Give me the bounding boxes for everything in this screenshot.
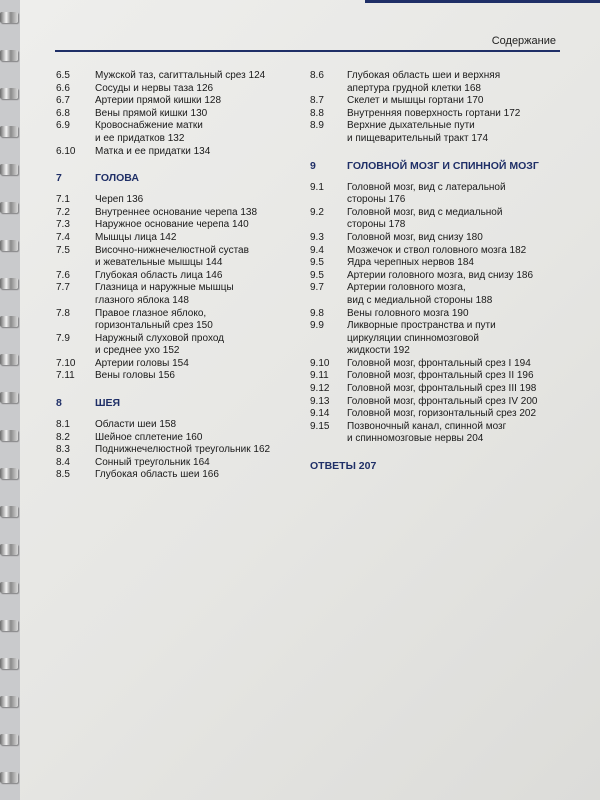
toc-entry (310, 282, 560, 307)
toc-entry (310, 245, 560, 258)
answers-heading: ОТВЕТЫ 207 (310, 460, 377, 473)
toc-entry-number: 7.9 (56, 332, 70, 344)
toc-entry-number: 8.6 (310, 70, 324, 81)
spiral-ring (0, 544, 18, 555)
toc-entry-number: 9.11 (310, 370, 329, 382)
toc-entry-text: Мужской таз, сагиттальный срез 124 (95, 70, 266, 81)
toc-entry-number: 8.5 (56, 469, 70, 481)
toc-entry (56, 120, 291, 145)
toc-entry (310, 108, 560, 121)
spiral-ring (0, 620, 18, 631)
chapter-number: 7 (56, 172, 62, 185)
toc-entry-text: Вены прямой кишки 130 (95, 107, 208, 119)
toc-entry (310, 320, 560, 358)
toc-entry-number: 7.5 (56, 244, 70, 256)
toc-entry-number: 8.7 (310, 95, 324, 107)
toc-entry (56, 70, 291, 83)
toc-section-9 (310, 182, 560, 446)
toc-entry (56, 219, 291, 232)
toc-entry-text: Артерии головы 154 (95, 357, 189, 369)
toc-entry-number: 9.7 (310, 282, 324, 294)
spiral-ring (0, 88, 18, 99)
toc-entry (310, 408, 560, 421)
chapter-heading-8 (56, 397, 291, 409)
toc-entry-text: Артерии головного мозга, вид с медиальной стороны 188 (347, 282, 493, 306)
toc-entry (56, 469, 291, 482)
toc-entry-text: Головной мозг, вид с латеральной стороны 176 (347, 181, 506, 206)
toc-entry (56, 282, 291, 307)
chapter-heading-9 (310, 160, 560, 172)
toc-entry-number: 6.6 (56, 82, 70, 94)
spiral-ring (0, 506, 18, 517)
toc-entry-text: Внутренняя поверхность гортани 172 (347, 107, 521, 119)
toc-entry-text: Скелет и мышцы гортани 170 (347, 95, 484, 107)
toc-entry-number: 8.4 (56, 456, 70, 468)
toc-entry (310, 396, 560, 409)
toc-entry-text: Артерии прямой кишки 128 (95, 95, 222, 107)
spiral-ring (0, 582, 18, 593)
toc-entry (56, 444, 291, 457)
toc-entry (310, 70, 560, 95)
toc-entry-number: 9.5 (310, 269, 324, 281)
toc-entry (310, 370, 560, 383)
toc-entry-number: 9.3 (310, 231, 324, 243)
toc-entry-number: 7.2 (56, 206, 70, 218)
toc-entry (56, 245, 291, 270)
toc-section-7 (56, 194, 291, 383)
toc-entry-number: 7.8 (56, 307, 70, 319)
toc-entry-text: Сосуды и нервы таза 126 (95, 82, 214, 94)
toc-entry (56, 308, 291, 333)
toc-entry-number: 6.8 (56, 107, 70, 119)
toc-entry-number: 8.9 (310, 120, 324, 132)
toc-entry-number: 6.10 (56, 145, 76, 157)
chapter-number: 8 (56, 397, 62, 410)
toc-entry-number: 6.5 (56, 70, 70, 81)
toc-right-column (310, 70, 560, 472)
toc-entry-text: Височно-нижнечелюстной сустав и жевательные мышцы 144 (95, 244, 249, 269)
toc-entry-number: 9.9 (310, 320, 324, 332)
top-accent-rule (365, 0, 600, 3)
toc-entry (56, 358, 291, 371)
chapter-title: ШЕЯ (95, 397, 121, 410)
toc-entry (310, 358, 560, 371)
toc-entry-number: 6.7 (56, 95, 70, 107)
toc-entry (310, 257, 560, 270)
toc-entry-number: 8.3 (56, 444, 70, 456)
spiral-ring (0, 468, 18, 479)
toc-entry (56, 146, 291, 159)
toc-entry-text: Головной мозг, фронтальный срез III 198 (347, 383, 537, 395)
toc-section-6 (56, 70, 291, 158)
toc-entry-number: 7.1 (56, 194, 70, 206)
spiral-ring (0, 696, 18, 707)
toc-left-column (56, 70, 291, 482)
toc-entry-text: Головной мозг, фронтальный срез I 194 (347, 357, 531, 369)
toc-entry (56, 419, 291, 432)
toc-entry-number: 7.3 (56, 219, 70, 231)
toc-entry-number: 7.10 (56, 357, 76, 369)
toc-entry-text: Ликворные пространства и пути циркуляции спинномозговой жидкости 192 (347, 320, 496, 357)
toc-entry (56, 83, 291, 96)
toc-entry-text: Головной мозг, вид с медиальной стороны 178 (347, 206, 503, 231)
toc-entry-text: Ядра черепных нервов 184 (347, 257, 474, 269)
toc-entry-text: Мышцы лица 142 (95, 231, 177, 243)
spiral-ring (0, 772, 18, 783)
toc-entry (56, 457, 291, 470)
toc-entry-number: 9.1 (310, 181, 324, 193)
toc-entry-text: Сонный треугольник 164 (95, 456, 210, 468)
toc-entry-number: 9.13 (310, 395, 330, 407)
toc-entry (310, 421, 560, 446)
toc-entry-number: 9.8 (310, 307, 324, 319)
toc-entry-number: 9.2 (310, 206, 324, 218)
toc-entry-text: Головной мозг, горизонтальный срез 202 (347, 408, 537, 420)
toc-entry (310, 182, 560, 207)
toc-entry (56, 108, 291, 121)
spiral-ring (0, 658, 18, 669)
toc-entry (310, 232, 560, 245)
toc-entry (310, 383, 560, 396)
toc-entry-text: Кровоснабжение матки и ее придатков 132 (95, 120, 203, 144)
toc-entry-number: 7.7 (56, 282, 70, 294)
toc-entry-text: Наружный слуховой проход и среднее ухо 152 (95, 332, 225, 357)
spiral-binding (0, 0, 20, 800)
toc-entry-text: Артерии головного мозга, вид снизу 186 (347, 269, 534, 281)
chapter-title: ГОЛОВА (95, 172, 139, 185)
toc-entry-number: 9.4 (310, 244, 324, 256)
toc-entry-text: Наружное основание черепа 140 (95, 219, 249, 231)
toc-entry-text: Глубокая область шеи 166 (95, 469, 219, 481)
toc-entry-text: Головной мозг, вид снизу 180 (347, 231, 483, 243)
toc-entry-number: 9.12 (310, 383, 330, 395)
toc-entry (56, 432, 291, 445)
spiral-ring (0, 392, 18, 403)
spiral-ring (0, 202, 18, 213)
spiral-ring (0, 278, 18, 289)
toc-entry-text: Шейное сплетение 160 (95, 431, 203, 443)
spiral-ring (0, 316, 18, 327)
chapter-heading-7 (56, 172, 291, 184)
toc-entry-text: Верхние дыхательные пути и пищеварительный тракт 174 (347, 120, 489, 144)
toc-entry (56, 370, 291, 383)
spiral-ring (0, 430, 18, 441)
toc-entry (310, 308, 560, 321)
toc-entry-number: 9.15 (310, 420, 330, 432)
toc-entry (56, 232, 291, 245)
toc-entry-text: Головной мозг, фронтальный срез II 196 (347, 370, 534, 382)
toc-entry-number: 7.6 (56, 269, 70, 281)
page-header-title: Содержание (491, 35, 556, 47)
toc-entry-number: 9.14 (310, 408, 330, 420)
toc-entry-text: Вены головного мозга 190 (347, 307, 469, 319)
toc-section-8-cont (310, 70, 560, 146)
chapter-number: 9 (310, 159, 316, 172)
toc-entry-text: Вены головы 156 (95, 370, 175, 382)
spiral-ring (0, 12, 18, 23)
toc-entry-text: Позвоночный канал, спинной мозг и спинномозговые нервы 204 (347, 420, 507, 445)
toc-entry-text: Области шеи 158 (95, 419, 177, 431)
spiral-ring (0, 734, 18, 745)
toc-entry-number: 8.1 (56, 419, 70, 431)
toc-entry-text: Правое глазное яблоко, горизонтальный срез 150 (95, 307, 213, 332)
toc-entry (310, 120, 560, 145)
toc-entry-number: 6.9 (56, 120, 70, 132)
spiral-ring (0, 354, 18, 365)
toc-entry (310, 95, 560, 108)
toc-entry (56, 95, 291, 108)
toc-entry (56, 333, 291, 358)
toc-entry-number: 9.10 (310, 357, 330, 369)
spiral-ring (0, 240, 18, 251)
toc-entry (56, 207, 291, 220)
toc-entry-text: Головной мозг, фронтальный срез IV 200 (347, 395, 538, 407)
toc-entry-text: Череп 136 (95, 194, 144, 206)
toc-entry-number: 7.11 (56, 370, 75, 382)
toc-entry (310, 270, 560, 283)
toc-entry-text: Глубокая область лица 146 (95, 269, 223, 281)
chapter-title: ГОЛОВНОЙ МОЗГ И СПИННОЙ МОЗГ (347, 159, 539, 172)
toc-entry-number: 8.8 (310, 107, 324, 119)
toc-entry-text: Глазница и наружные мышцы глазного яблока 148 (95, 282, 234, 306)
toc-entry (310, 207, 560, 232)
spiral-ring (0, 50, 18, 61)
spiral-ring (0, 126, 18, 137)
toc-entry-text: Мозжечок и ствол головного мозга 182 (347, 244, 527, 256)
toc-entry-text: Матка и ее придатки 134 (95, 145, 211, 157)
toc-entry (56, 270, 291, 283)
toc-entry-number: 7.4 (56, 231, 70, 243)
toc-entry-text: Внутреннее основание черепа 138 (95, 206, 258, 218)
toc-entry-number: 9.5 (310, 257, 324, 269)
spiral-ring (0, 164, 18, 175)
toc-section-8 (56, 419, 291, 482)
header-divider (55, 50, 560, 52)
toc-entry-text: Поднижнечелюстной треугольник 162 (95, 444, 271, 456)
toc-entry (56, 194, 291, 207)
toc-entry-text: Глубокая область шеи и верхняя апертура грудной клетки 168 (347, 70, 501, 94)
toc-entry-number: 8.2 (56, 431, 70, 443)
